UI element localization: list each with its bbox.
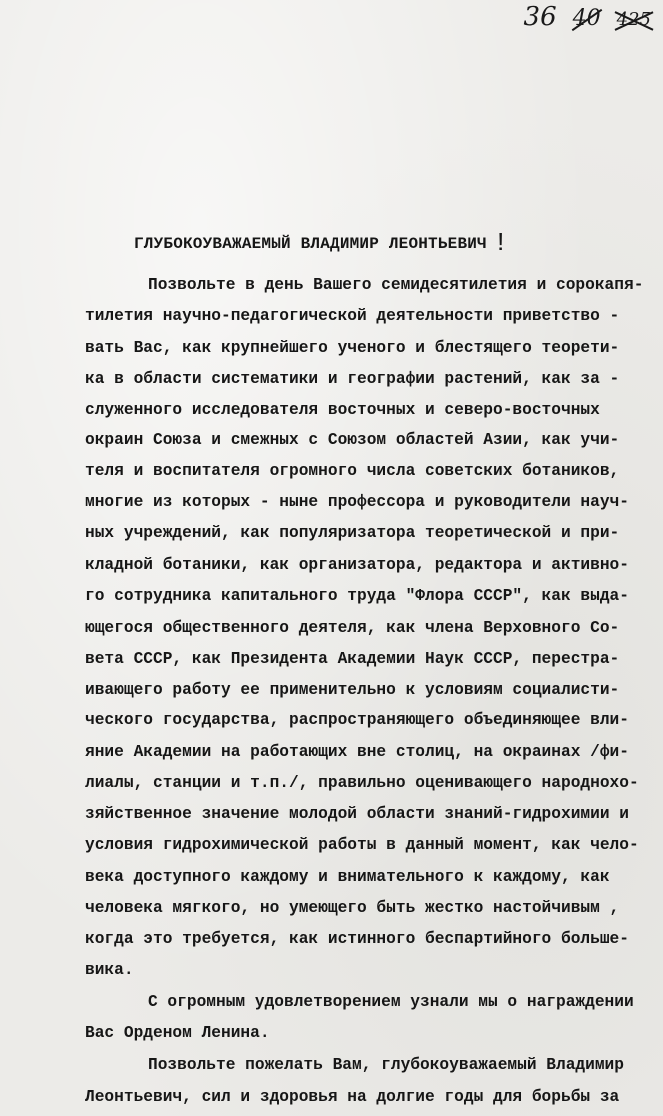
- text-line: условия гидрохимической работы в данный момент, как чело-: [85, 836, 639, 854]
- salutation-exclamation: !: [492, 228, 509, 258]
- text-line: кладной ботаники, как организатора, редактора и активно-: [85, 556, 629, 574]
- text-line: ка в области систематики и географии растений, как за -: [85, 370, 620, 388]
- folio-number-current: 36: [523, 2, 557, 32]
- text-line: Позвольте пожелать Вам, глубокоуважаемый Владимир: [148, 1056, 624, 1074]
- text-line: вета СССР, как Президента Академии Наук СССР, перестра-: [85, 650, 620, 668]
- folio-number-struck-old: 425: [616, 9, 651, 30]
- text-line: ных учреждений, как популяризатора теоретической и при-: [85, 524, 620, 542]
- text-line: яние Академии на работающих вне столиц, на окраинах /фи-: [85, 743, 629, 761]
- text-line: лиалы, станции и т.п./, правильно оценивающего народнохо-: [85, 774, 639, 792]
- text-line: Леонтьевич, сил и здоровья на долгие годы для борьбы за: [85, 1088, 620, 1106]
- text-line: вать Вас, как крупнейшего ученого и блестящего теорети-: [85, 339, 620, 357]
- salutation-text: ГЛУБОКОУВАЖАЕМЫЙ ВЛАДИМИР ЛЕОНТЬЕВИЧ: [134, 235, 487, 253]
- text-line: века доступного каждому и внимательного к каждому, как: [85, 868, 610, 886]
- folio-numbers: [524, 2, 651, 32]
- text-line: вика.: [85, 961, 134, 979]
- folio-number-struck: 40: [572, 6, 601, 31]
- text-line: ющегося общественного деятеля, как члена Верховного Со-: [85, 619, 620, 637]
- text-line: ческого государства, распространяющего объединяющее вли-: [85, 711, 629, 729]
- text-line: теля и воспитателя огромного числа советских ботаников,: [85, 462, 620, 480]
- text-line: зяйственное значение молодой области знаний-гидрохимии и: [85, 805, 629, 823]
- text-line: многие из которых - ныне профессора и руководители науч-: [85, 493, 629, 511]
- text-line: тилетия научно-педагогической деятельности приветство -: [85, 307, 620, 325]
- text-line: Позвольте в день Вашего семидесятилетия и сорокапя-: [148, 276, 644, 294]
- text-line: человека мягкого, но умеющего быть жестко настойчивым ,: [85, 899, 620, 917]
- letter-salutation: [134, 226, 509, 256]
- text-line: го сотрудника капитального труда "Флора СССР", как выда-: [85, 587, 629, 605]
- text-line: Вас Орденом Ленина.: [85, 1024, 270, 1042]
- text-line: служенного исследователя восточных и северо-восточных: [85, 401, 600, 419]
- text-line: ивающего работу ее применительно к условиям социалисти-: [85, 681, 620, 699]
- text-line: С огромным удовлетворением узнали мы о награждении: [148, 993, 634, 1011]
- text-line: когда это требуется, как истинного беспартийного больше-: [85, 930, 629, 948]
- text-line: окраин Союза и смежных с Союзом областей Азии, как учи-: [85, 431, 620, 449]
